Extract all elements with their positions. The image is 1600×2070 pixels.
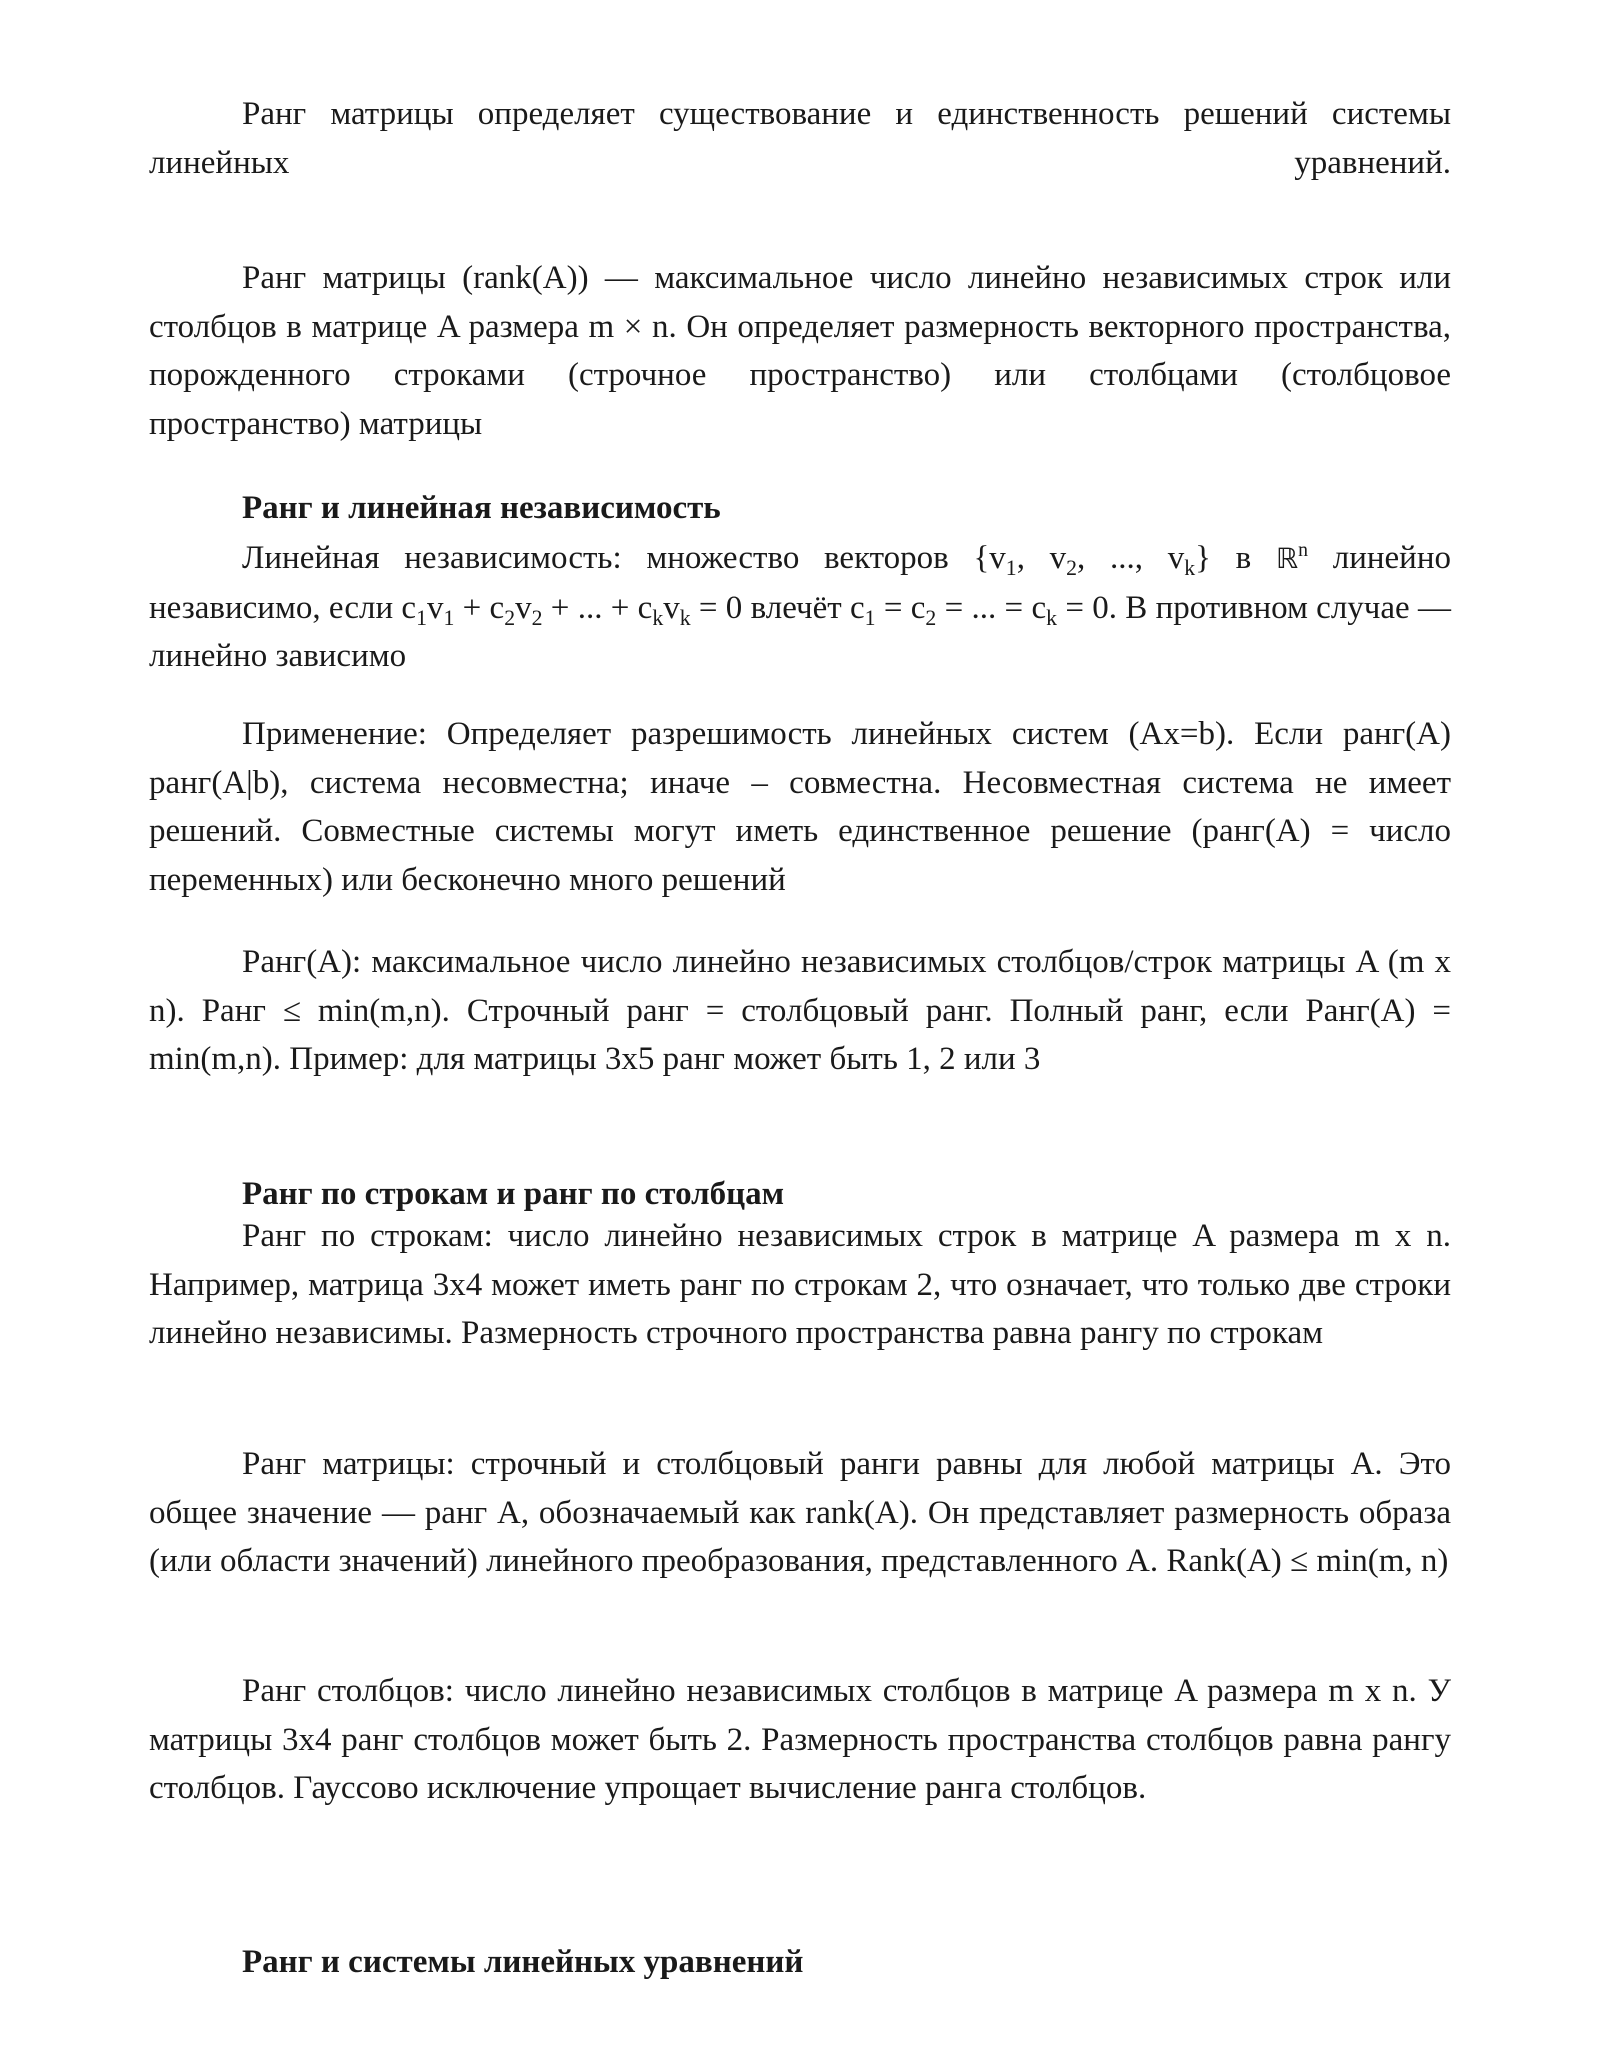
paragraph-matrix-rank xyxy=(149,1440,1451,1586)
paragraph-intro-text: Ранг матрицы определяет существование и единственность решений системы линейных уравнений. xyxy=(149,96,1451,181)
subscript: k xyxy=(1184,555,1196,580)
text-run: = 0. В противном случае — линейно зависимо xyxy=(149,589,1451,674)
paragraph-rank-a xyxy=(149,938,1451,1084)
text-run: = c xyxy=(875,589,926,626)
subscript: k xyxy=(679,605,691,630)
subscript: 2 xyxy=(1066,555,1078,580)
text-run: , v xyxy=(1016,540,1067,576)
text-run: = ... = c xyxy=(936,589,1047,626)
subscript: 1 xyxy=(864,605,876,630)
real-numbers-symbol: ℝ xyxy=(1275,542,1299,575)
text-run: v xyxy=(663,589,680,626)
text-run: } в xyxy=(1195,540,1276,576)
text-run: линейно независимо, если c xyxy=(149,540,1451,626)
subscript: 1 xyxy=(416,605,427,630)
subscript: 2 xyxy=(504,605,516,630)
heading-rank-linear-independence: Ранг и линейная независимость xyxy=(242,490,721,526)
subscript: 2 xyxy=(531,605,543,630)
paragraph-row-rank-text: Ранг по строкам: число линейно независимых строк в матрице A размера m x n. Например, матрица 3x4 может иметь ранг по строкам 2, что означает, что только две строки линейно независимы. Размерность строчного пространства равна рангу по строкам xyxy=(149,1218,1451,1351)
text-run: v xyxy=(515,589,532,626)
text-run: + c xyxy=(454,589,505,626)
paragraph-application xyxy=(149,710,1451,904)
subscript: k xyxy=(652,605,664,630)
heading-row-column-rank: Ранг по строкам и ранг по столбцам xyxy=(242,1176,785,1212)
heading-rank-linear-systems: Ранг и системы линейных уравнений xyxy=(242,1944,804,1980)
paragraph-rank-a-text: Ранг(A): максимальное число линейно независимых столбцов/строк матрицы A (m x n). Ранг ≤ min(m,n). Строчный ранг = столбцовый ранг. Полный ранг, если Ранг(A) = min(m,n). Пример: для матрицы 3x5 ранг может быть 1, 2 или 3 xyxy=(149,944,1451,1077)
text-run: v xyxy=(426,589,444,626)
subscript: 1 xyxy=(1005,555,1017,580)
paragraph-rank-definition-text: Ранг матрицы (rank(A)) — максимальное число линейно независимых строк или столбцов в матрице A размера m × n. Он определяет размерность векторного пространства, порожденного строками (строчное пространство) или столбцами (столбцовое пространство) матрицы xyxy=(149,260,1451,442)
superscript: n xyxy=(1298,539,1309,561)
text-run: = 0 влечёт c xyxy=(690,589,865,626)
text-run: Линейная независимость: множество векторов {v xyxy=(242,540,1006,576)
paragraph-application-text: Применение: Определяет разрешимость линейных систем (Ax=b). Если ранг(A) ранг(A|b), система несовместна; иначе – совместна. Несовместная система не имеет решений. Совместные системы могут иметь единственное решение (ранг(A) = число переменных) или бесконечно много решений xyxy=(149,716,1451,898)
paragraph-column-rank-text: Ранг столбцов: число линейно независимых столбцов в матрице A размера m x n. У матрицы 3x4 ранг столбцов может быть 2. Размерность пространства столбцов равна рангу столбцов. Гауссово исключение упрощает вычисление ранга столбцов. xyxy=(149,1673,1451,1806)
paragraph-linear-independence xyxy=(149,526,1451,681)
paragraph-matrix-rank-text: Ранг матрицы: строчный и столбцовый ранги равны для любой матрицы A. Это общее значение — ранг A, обозначаемый как rank(A). Он представляет размерность образа (или области значений) линейного преобразования, представленного A. Rank(A) ≤ min(m, n) xyxy=(149,1446,1451,1579)
paragraph-row-rank xyxy=(149,1212,1451,1358)
subscript: k xyxy=(1046,605,1058,630)
paragraph-intro xyxy=(149,90,1451,187)
text-run: , ..., v xyxy=(1077,540,1185,576)
paragraph-column-rank xyxy=(149,1667,1451,1813)
text-run: + ... + c xyxy=(542,589,653,626)
subscript: 1 xyxy=(443,605,455,630)
paragraph-rank-definition xyxy=(149,254,1451,448)
subscript: 2 xyxy=(925,605,937,630)
